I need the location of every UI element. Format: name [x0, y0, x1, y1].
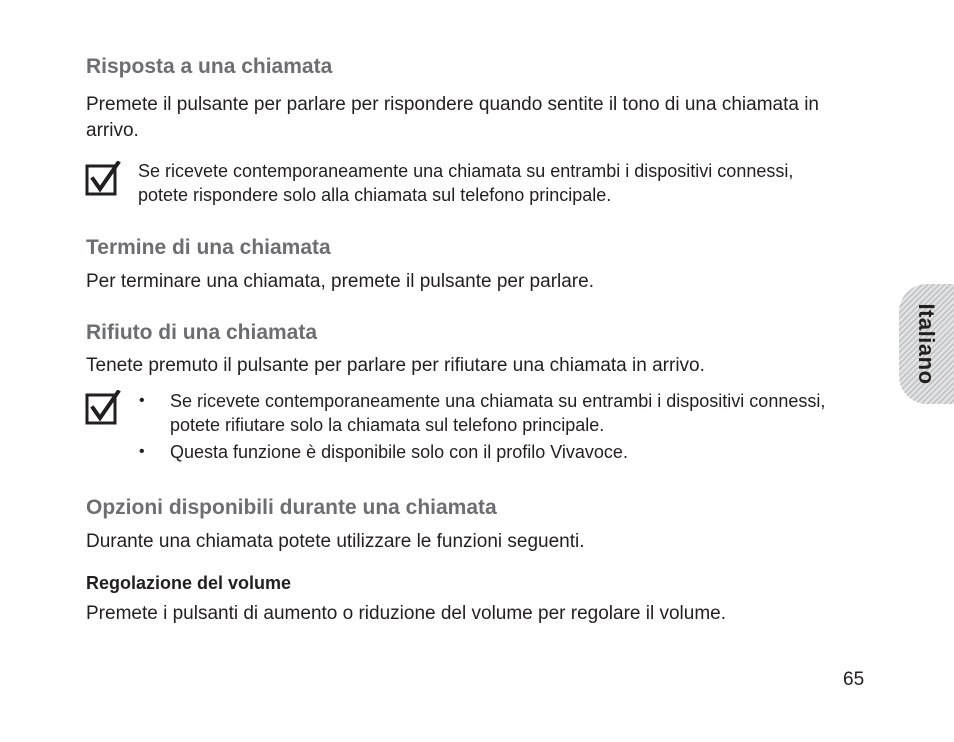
subsection-body-volume: Premete i pulsanti di aumento o riduzione del volume per regolare il volume.	[86, 603, 727, 624]
note-text-answer: Se ricevete contemporaneamente una chiamata su entrambi i dispositivi connessi, potete rispondere solo alla chiamata sul telefono principale.	[138, 161, 794, 205]
section-heading-reject: Rifiuto di una chiamata	[86, 321, 318, 344]
note-bullet-item	[139, 389, 859, 437]
section-body-reject: Tenete premuto il pulsante per parlare per rifiutare una chiamata in arrivo.	[86, 355, 705, 376]
checkbox-checkmark-icon	[85, 161, 121, 197]
note-bullet-item	[139, 440, 859, 464]
checkbox-checkmark-icon	[85, 390, 121, 426]
bullet-dot: •	[139, 443, 145, 460]
section-heading-end: Termine di una chiamata	[86, 236, 331, 259]
section-body-answer: Premete il pulsante per parlare per rispondere quando sentite il tono di una chiamata in arrivo.	[86, 94, 820, 141]
section-body-options: Durante una chiamata potete utilizzare le funzioni seguenti.	[86, 531, 585, 552]
section-heading-options: Opzioni disponibili durante una chiamata	[86, 496, 497, 519]
language-side-tab	[899, 284, 954, 404]
language-tab-label: Italiano	[914, 303, 939, 385]
bullet-dot: •	[139, 392, 145, 409]
note-bullet-text: Questa funzione è disponibile solo con il profilo Vivavoce.	[170, 442, 628, 462]
subsection-heading-volume: Regolazione del volume	[86, 573, 292, 593]
section-heading-answer: Risposta a una chiamata	[86, 55, 333, 78]
note-bullet-text: Se ricevete contemporaneamente una chiamata su entrambi i dispositivi connessi, potete rifiutare solo la chiamata sul telefono principale.	[170, 391, 826, 435]
page-number: 65	[843, 669, 865, 690]
section-body-end: Per terminare una chiamata, premete il pulsante per parlare.	[86, 271, 594, 292]
